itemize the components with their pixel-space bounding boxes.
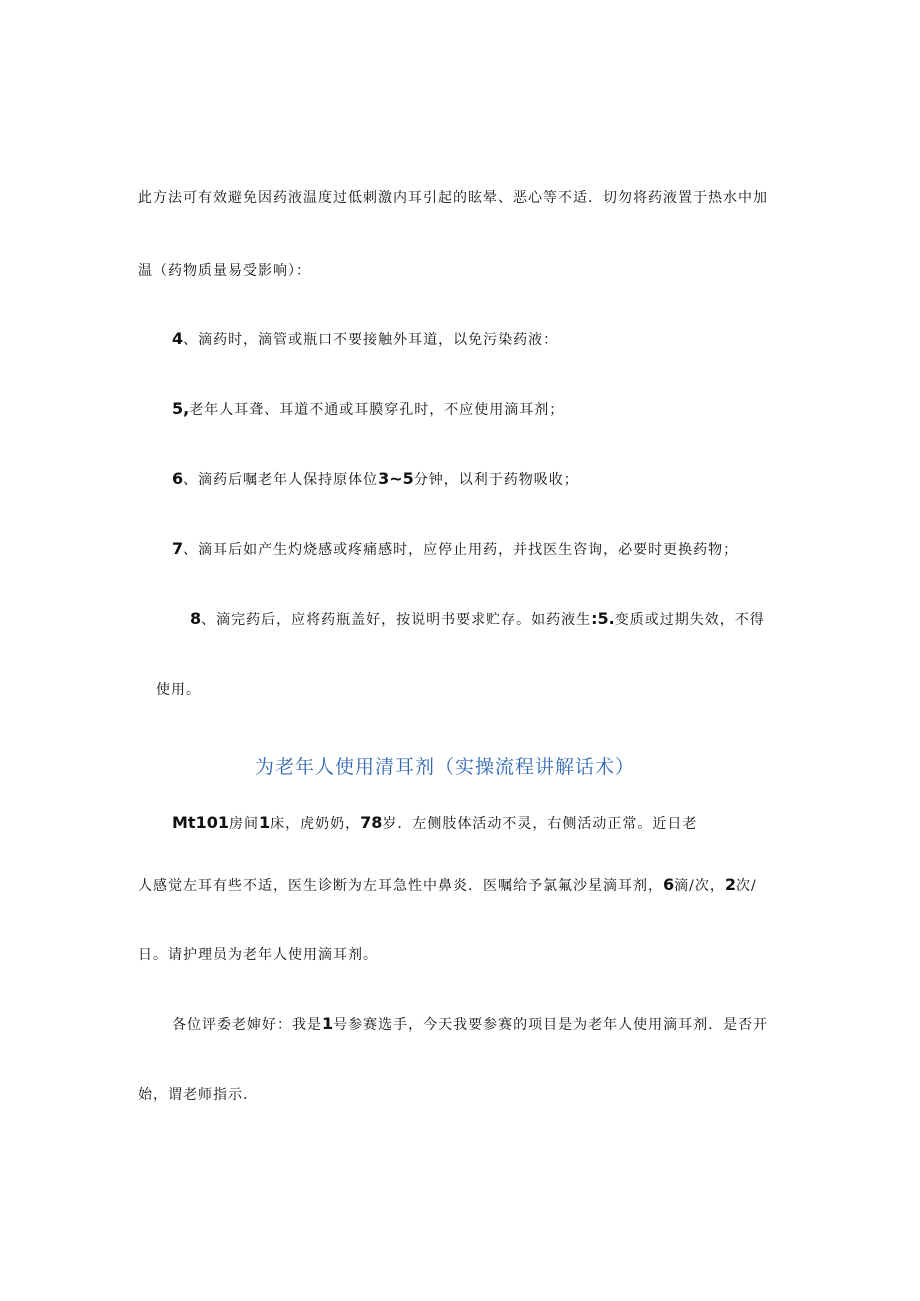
list-item-8: [190, 609, 765, 630]
age: 78: [360, 813, 383, 832]
text: 次/: [736, 878, 757, 894]
text: 各位评委老婶好：我是: [172, 1017, 322, 1033]
item-number: 5,: [172, 399, 190, 418]
inline-number: :5.: [591, 609, 615, 628]
contestant-number: 1: [322, 1014, 334, 1033]
case-line-3: [138, 945, 378, 965]
case-id: Mt101: [172, 813, 229, 832]
speech-line-1: [172, 1014, 768, 1035]
list-item-5: [172, 399, 564, 420]
text: 房间: [228, 816, 259, 832]
minutes-range: 3~5: [378, 469, 414, 488]
text: 日。请护理员为老年人使用滴耳剂。: [138, 947, 378, 963]
list-item-7: [172, 539, 738, 560]
text: 号参赛选手，今天我要参赛的项目是为老年人使用滴耳剂．是否开: [333, 1017, 769, 1033]
text: 滴/次，: [674, 878, 725, 894]
item-text: 、滴耳后如产生灼烧感或疼痛感时，应停止用药，并找医生咨询，必要时更换药物；: [183, 542, 739, 558]
text: 此方法可有效避免因药液温度过低刺激内耳引起的眩晕、恶心等不适．切勿将药液置于热水中加: [138, 190, 768, 206]
text: 始，谓老师指示.: [138, 1087, 249, 1103]
list-item-6: [172, 469, 579, 490]
item-number: 4: [172, 329, 184, 348]
speech-line-2: [138, 1085, 248, 1105]
case-line-2: [138, 875, 757, 896]
list-item-4: [172, 329, 558, 350]
bed-number: 1: [258, 813, 271, 832]
item-text: 分钟，以利于药物吸收；: [413, 472, 579, 488]
text: 使用。: [156, 682, 201, 698]
frequency: 2: [724, 875, 736, 894]
text: 床，虎奶奶，: [270, 816, 361, 832]
item-number: 8: [190, 609, 202, 628]
text: 温（药物质量易受影响）：: [138, 263, 311, 279]
paragraph-line: [138, 261, 311, 281]
item-text: 、滴药后嘱老年人保持原体位: [183, 472, 379, 488]
case-line-1: [172, 813, 697, 834]
item-text: 、滴药时，滴管或瓶口不要接触外耳道，以免污染药液：: [183, 332, 559, 348]
section-heading: 为老年人使用清耳剂（实操流程讲解话术）: [255, 756, 636, 778]
dose: 6: [663, 875, 675, 894]
paragraph-line: [138, 188, 768, 208]
item-text: 老年人耳聋、耳道不通或耳膜穿孔时，不应使用滴耳剂；: [189, 402, 565, 418]
item-number: 7: [172, 539, 184, 558]
text: 人感觉左耳有些不适，医生诊断为左耳急性中鼻炎．医嘱给予氯氟沙星滴耳剂，: [138, 878, 663, 894]
item-text: 、滴完药后，应将药瓶盖好，按说明书要求贮存。如药液生: [201, 612, 592, 628]
text: 岁．左侧肢体活动不灵，右侧活动正常。近日老: [382, 816, 698, 832]
item-number: 6: [172, 469, 184, 488]
list-item-8-continuation: [156, 680, 201, 700]
item-text: 变质或过期失效，不得: [614, 612, 765, 628]
